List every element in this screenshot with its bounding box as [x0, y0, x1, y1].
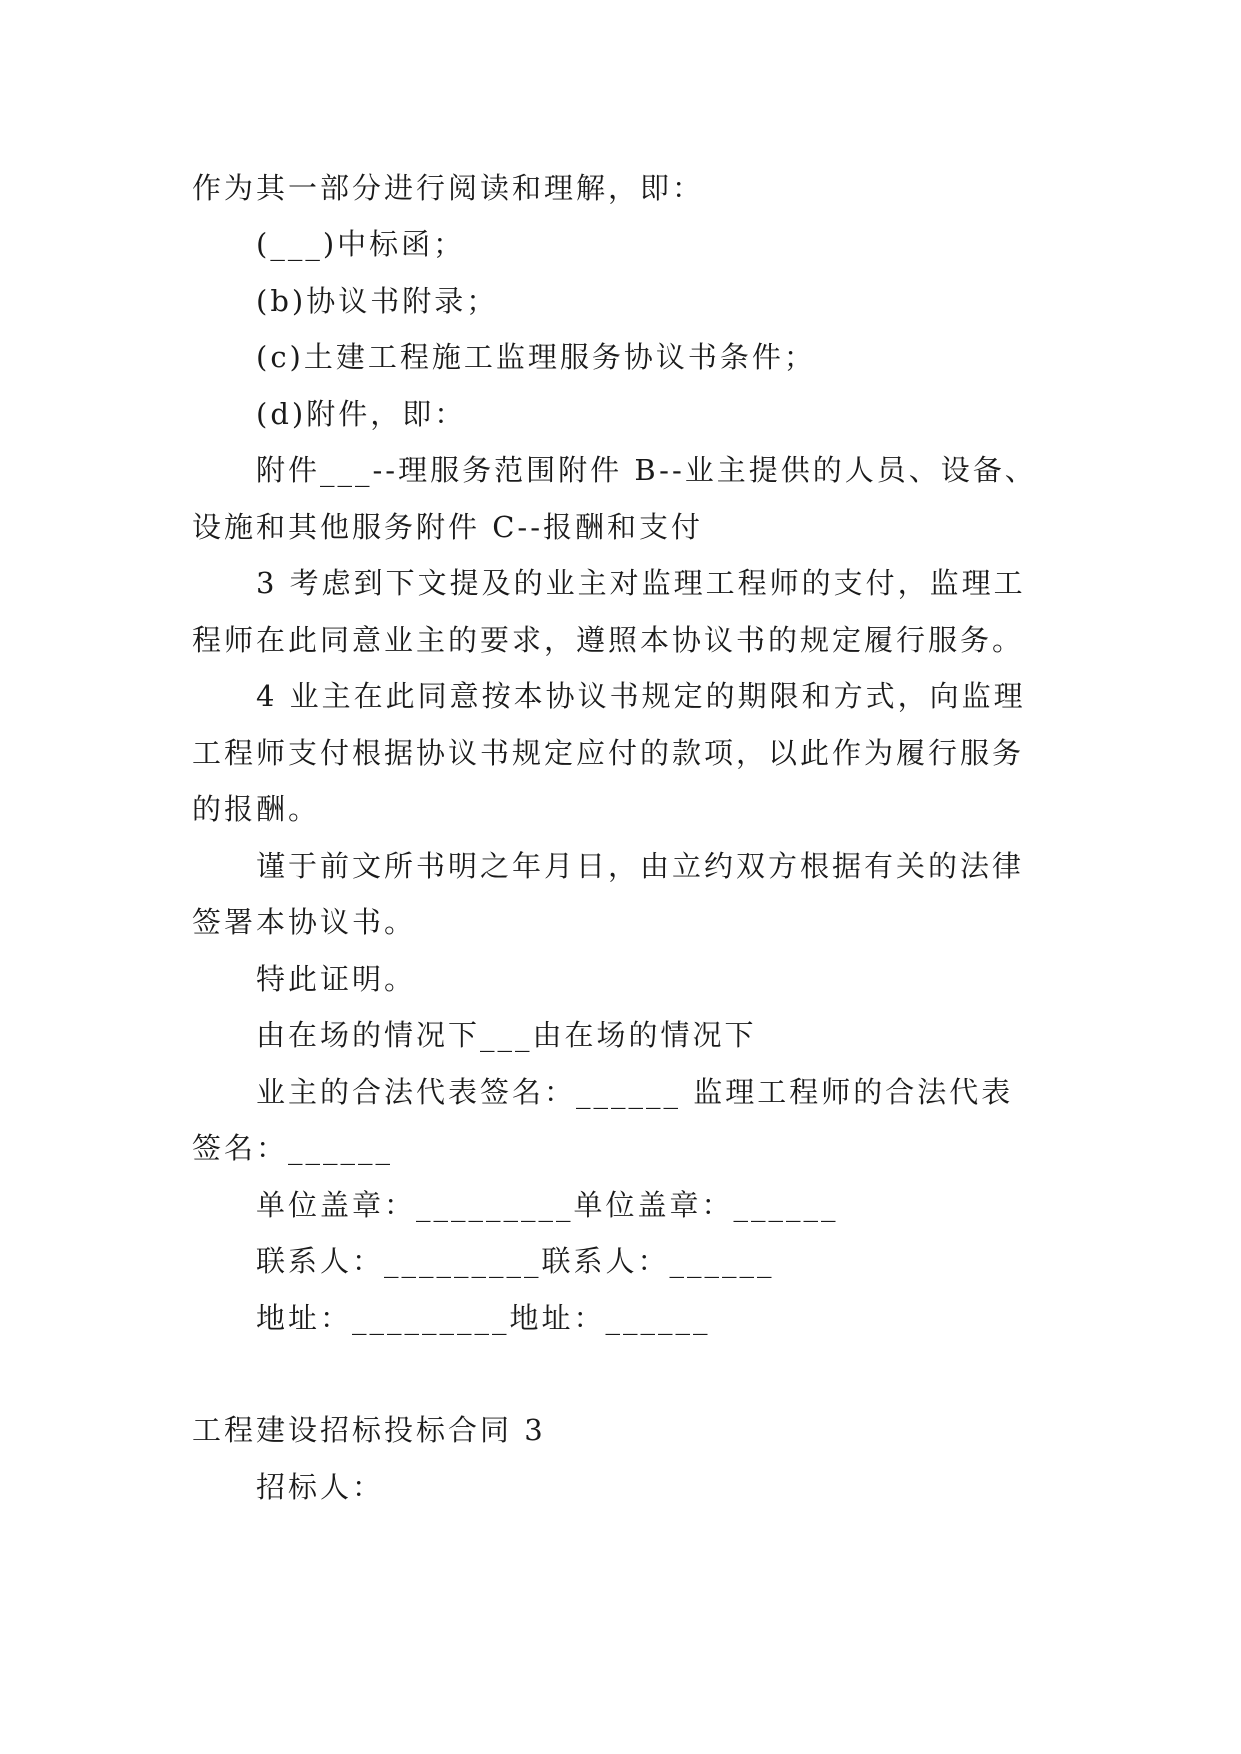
clause-4-line-2: 工程师支付根据协议书规定应付的款项，以此作为履行服务 [192, 736, 1025, 770]
list-item-d: (d)附件，即： [256, 397, 467, 431]
list-item-a: (___)中标函； [256, 227, 466, 261]
attachment-line-2: 设施和其他服务附件 C--报酬和支付 [192, 510, 704, 544]
list-item-b: (b)协议书附录； [256, 284, 499, 318]
witness-statement: 特此证明。 [256, 962, 417, 996]
contact-line: 联系人：_________联系人：______ [256, 1244, 775, 1278]
attachment-line-1: 附件___--理服务范围附件 B--业主提供的人员、设备、 [256, 453, 1037, 487]
presence-line: 由在场的情况下___由在场的情况下 [256, 1018, 757, 1052]
paragraph-line-1: 作为其一部分进行阅读和理解，即： [192, 171, 705, 205]
clause-3-line-2: 程师在此同意业主的要求，遵照本协议书的规定履行服务。 [192, 623, 1025, 657]
closing-line-1: 谨于前文所书明之年月日，由立约双方根据有关的法律 [256, 849, 1025, 883]
section-heading: 工程建设招标投标合同 3 [192, 1413, 546, 1447]
seal-line: 单位盖章：_________单位盖章：______ [256, 1188, 839, 1222]
closing-line-2: 签署本协议书。 [192, 905, 417, 939]
tenderer-line: 招标人： [256, 1470, 385, 1504]
signature-line-1: 业主的合法代表签名：______ 监理工程师的合法代表 [256, 1075, 1014, 1109]
clause-4-line-3: 的报酬。 [192, 792, 321, 826]
clause-3-line-1: 3 考虑到下文提及的业主对监理工程师的支付，监理工 [256, 566, 1026, 600]
clause-4-line-1: 4 业主在此同意按本协议书规定的期限和方式，向监理 [256, 679, 1026, 713]
list-item-c: (c)土建工程施工监理服务协议书条件； [256, 340, 816, 374]
address-line: 地址：_________地址：______ [256, 1301, 711, 1335]
signature-line-2: 签名：______ [192, 1131, 394, 1165]
